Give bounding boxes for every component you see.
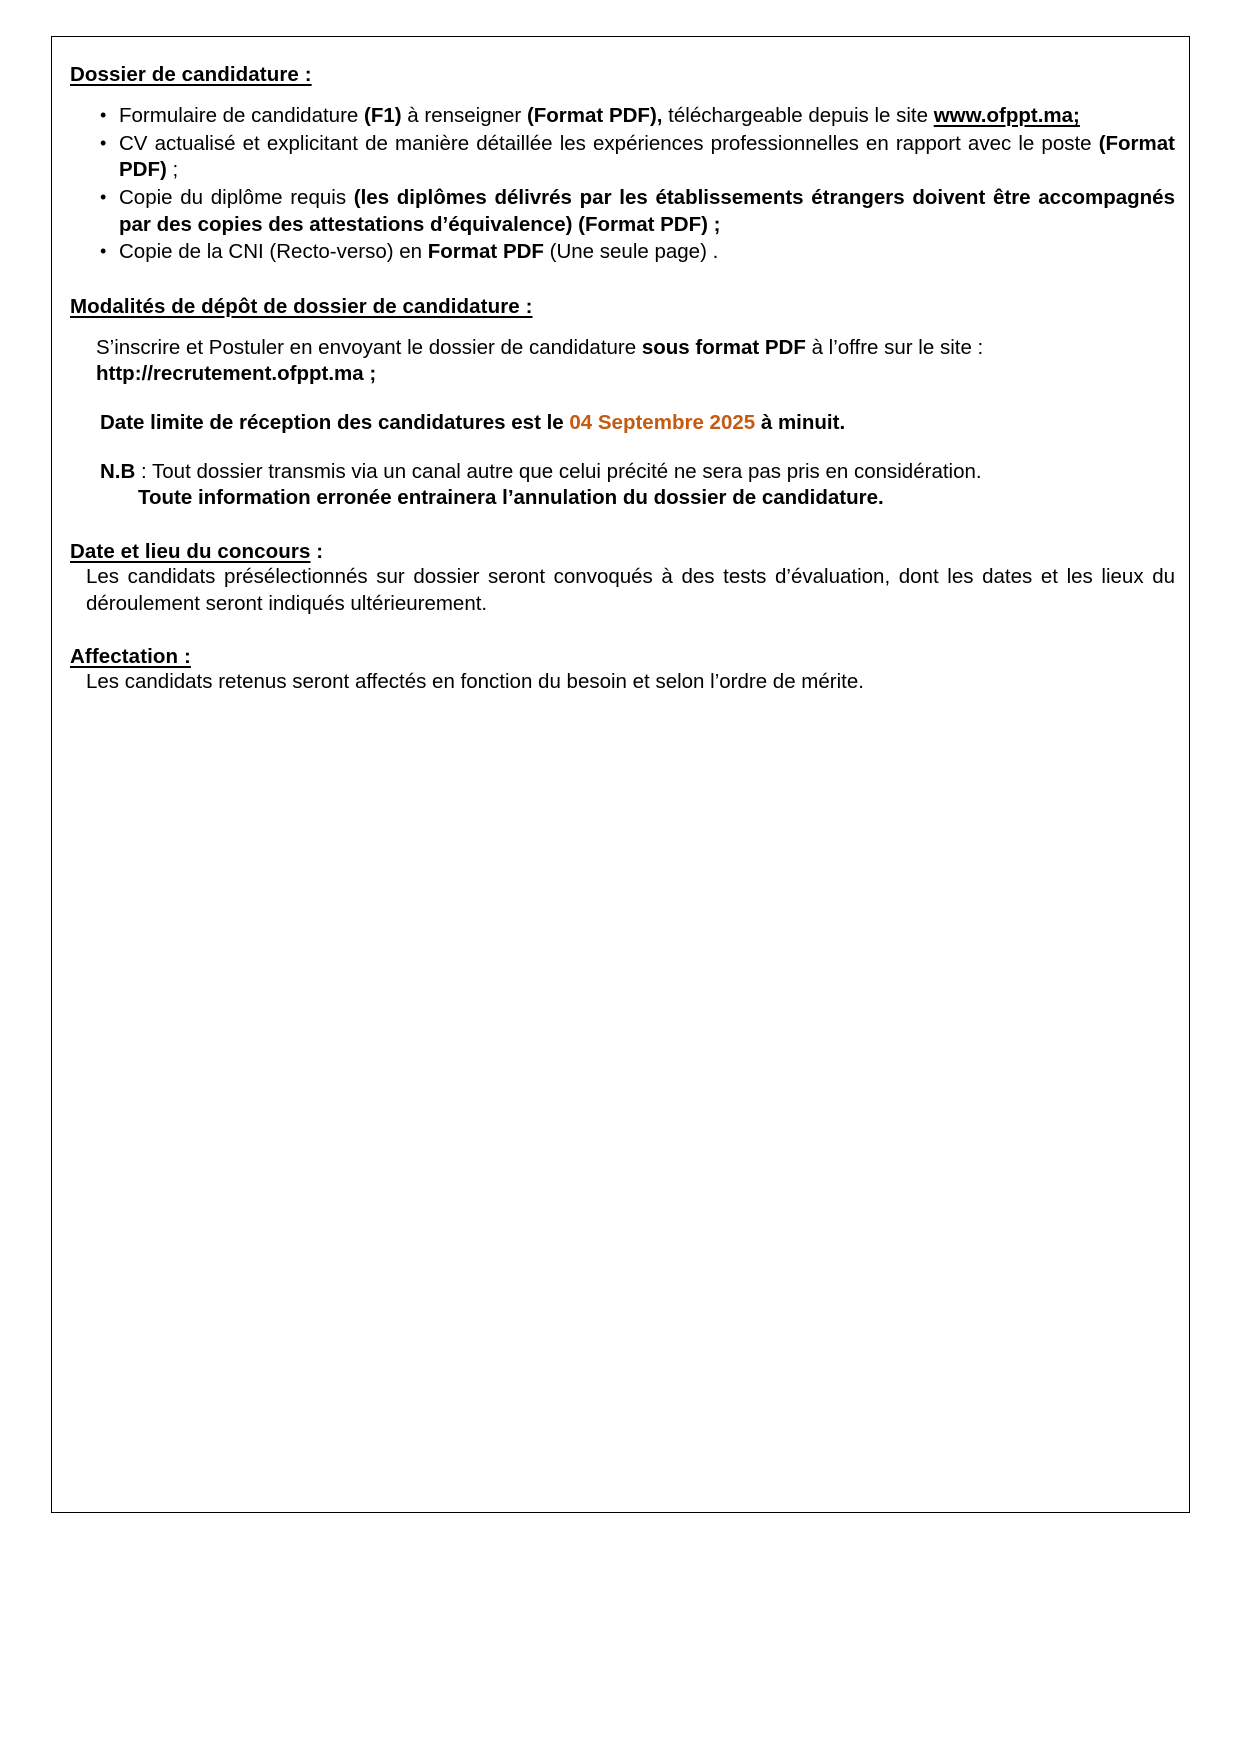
heading-affectation [70, 644, 1175, 669]
spacer [70, 617, 1175, 644]
section-modalites-de-depot [70, 294, 1175, 512]
paragraph-date-et-lieu [70, 564, 1175, 617]
section-dossier-de-candidature [70, 62, 1175, 266]
bullet-text-segment: Copie de la CNI (Recto-verso) en [119, 240, 428, 264]
bullet-text-segment: Copie du diplôme requis [119, 185, 354, 209]
bullet-text-segment-bold: Format PDF [427, 240, 544, 264]
heading-modalites-text: Modalités de dépôt de dossier de candidature : [70, 294, 533, 318]
spacer [70, 388, 1175, 410]
list-item [70, 239, 1175, 266]
paragraph-nb-warning [70, 485, 1175, 512]
heading-date-et-lieu [70, 539, 1175, 564]
paragraph-segment: S’inscrire et Postuler en envoyant le dossier de candidature [96, 335, 642, 359]
spacer [70, 319, 1175, 335]
bullet-text-segment: à renseigner [401, 104, 527, 127]
spacer [70, 512, 1175, 539]
list-item [70, 131, 1175, 184]
heading-modalites-de-depot [70, 294, 1175, 319]
heading-dossier-text: Dossier de candidature : [70, 63, 312, 86]
paragraph-segment: Les candidats retenus seront affectés en fonction du besoin et selon l’ordre de mérite. [86, 670, 864, 694]
deadline-date: 04 Septembre 2025 [569, 411, 756, 435]
paragraph-segment-bold: sous format PDF [641, 335, 806, 359]
date-limite-label: Date limite de réception des candidatures est le [100, 411, 570, 435]
document-content [70, 62, 1175, 696]
spacer [70, 437, 1175, 459]
dossier-bullet-list [70, 103, 1175, 266]
bullet-text-segment: (Une seule page) . [543, 240, 719, 264]
nb-warning-text: Toute information erronée entrainera l’annulation du dossier de candidature. [138, 486, 884, 510]
spacer [70, 87, 1175, 103]
paragraph-nb [70, 459, 1175, 486]
recruitment-portal-link[interactable]: http://recrutement.ofppt.ma ; [96, 362, 377, 386]
nb-text: : Tout dossier transmis via un canal autre que celui précité ne sera pas pris en considération. [135, 459, 982, 483]
spacer [70, 267, 1175, 294]
heading-date-et-lieu-text: Date et lieu du concours [70, 540, 311, 564]
section-date-et-lieu-du-concours [70, 539, 1175, 617]
nb-label: N.B [100, 459, 136, 483]
list-item [70, 185, 1175, 238]
bullet-text-segment-bold: (F1) [364, 104, 402, 127]
bullet-text-segment: CV actualisé et explicitant de manière détaillée les expériences professionnelles en rapport avec le poste [119, 131, 1099, 155]
ofppt-website-link[interactable]: www.ofppt.ma; [933, 104, 1080, 127]
paragraph-inscription [70, 335, 1175, 388]
bullet-text-segment: téléchargeable depuis le site [662, 104, 934, 127]
paragraph-affectation [70, 669, 1175, 696]
bullet-text-segment: ; [166, 158, 179, 182]
section-affectation [70, 644, 1175, 696]
paragraph-segment: Les candidats présélectionnés sur dossier seront convoqués à des tests d’évaluation, dont les dates et les lieux du déroulement seront indiqués ultérieurement. [86, 565, 1175, 615]
bullet-text-segment-bold: (les diplômes délivrés par les établissements étrangers doivent être accompagnés par des copies des attestations d’équivalence) (Format PDF) ; [119, 185, 1175, 236]
paragraph-segment: à l’offre sur le site : [805, 335, 984, 359]
heading-dossier-de-candidature [70, 62, 1175, 87]
bullet-text-segment-bold: (Format PDF), [526, 104, 663, 127]
bullet-text-segment: Formulaire de candidature [119, 104, 364, 127]
heading-date-et-lieu-colon: : [310, 540, 324, 564]
date-limite-suffix: à minuit. [755, 411, 846, 435]
paragraph-date-limite [70, 410, 1175, 437]
bullet-text-segment-bold: (Format PDF) [119, 131, 1175, 182]
list-item [70, 103, 1175, 130]
heading-affectation-text: Affectation : [70, 645, 191, 669]
